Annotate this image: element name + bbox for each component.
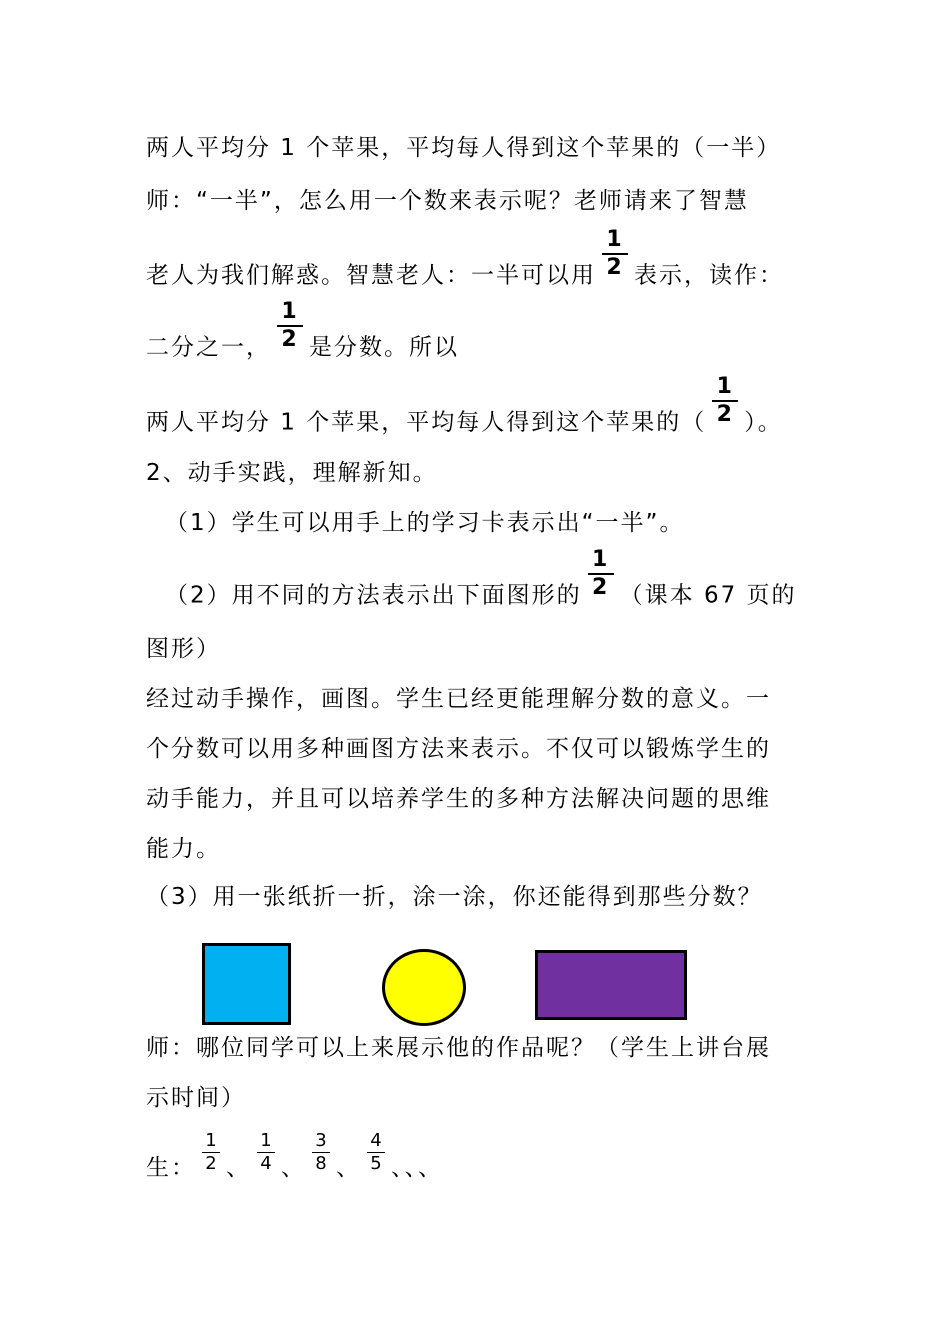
text-line-12: 动手能力，并且可以培养学生的多种方法解决问题的思维 [146, 786, 771, 812]
fraction-numerator: 1 [205, 1130, 217, 1151]
text-line-4 [146, 299, 459, 373]
trailing-separators: 、、、 [391, 1155, 443, 1181]
text-line-2: 师：“一半”，怎么用一个数来表示呢？老师请来了智慧 [146, 188, 749, 214]
student-label: 生： [146, 1155, 196, 1181]
fraction-denominator: 8 [315, 1153, 327, 1174]
fraction-numerator: 3 [315, 1130, 327, 1151]
text-segment: 二分之一， [146, 334, 271, 361]
fraction-denominator: 4 [260, 1153, 272, 1174]
text-line-7: （1）学生可以用手上的学习卡表示出“一半”。 [165, 510, 685, 536]
fraction-numerator: 1 [260, 1130, 272, 1151]
fraction-denominator: 5 [370, 1153, 382, 1174]
text-line-15: 师：哪位同学可以上来展示他的作品呢？（学生上讲台展 [146, 1035, 771, 1061]
fraction-numerator: 1 [606, 227, 624, 252]
fraction-one-half [712, 376, 738, 426]
purple-rectangle-shape [535, 950, 687, 1020]
fraction-denominator: 2 [281, 327, 299, 352]
text-line-3 [146, 227, 784, 301]
fraction-one-half [602, 229, 628, 279]
fraction-2 [257, 1132, 275, 1173]
fraction-denominator: 2 [205, 1153, 217, 1174]
fraction-denominator: 2 [716, 402, 734, 427]
text-segment: （2）用不同的方法表示出下面图形的 [165, 582, 582, 609]
separator: 、 [226, 1155, 251, 1181]
text-line-8 [165, 547, 797, 621]
yellow-circle-shape [382, 949, 466, 1026]
text-line-11: 个分数可以用多种画图方法来表示。不仅可以锻炼学生的 [146, 736, 771, 762]
text-line-10: 经过动手操作，画图。学生已经更能理解分数的意义。一 [146, 686, 771, 712]
text-line-14: （3）用一张纸折一折，涂一涂，你还能得到那些分数？ [146, 884, 763, 910]
fraction-one-half [588, 549, 614, 599]
text-line-5 [146, 374, 783, 448]
fraction-denominator: 2 [591, 575, 610, 600]
fraction-numerator: 4 [370, 1130, 382, 1151]
text-line-1: 两人平均分 1 个苹果，平均每人得到这个苹果的（一半） [146, 135, 782, 161]
fraction-numerator: 1 [716, 374, 734, 399]
blue-square-shape [202, 943, 291, 1025]
fraction-numerator: 1 [591, 547, 610, 572]
fraction-denominator: 2 [606, 255, 624, 280]
text-segment: 老人为我们解惑。智慧老人：一半可以用 [146, 262, 596, 289]
fraction-3 [312, 1132, 330, 1173]
fraction-1 [202, 1132, 220, 1173]
text-line-13: 能力。 [146, 836, 221, 862]
separator: 、 [281, 1155, 306, 1181]
fraction-numerator: 1 [281, 299, 299, 324]
text-segment: 两人平均分 1 个苹果，平均每人得到这个苹果的（ [146, 409, 707, 436]
text-line-9: 图形） [146, 636, 221, 662]
text-segment: ）。 [744, 409, 783, 436]
text-line-17 [146, 1130, 443, 1189]
fraction-4 [367, 1132, 385, 1173]
text-segment: 是分数。所以 [309, 334, 459, 361]
text-segment: 表示，读作： [634, 262, 784, 289]
text-segment: （课本 67 页的 [619, 582, 797, 609]
separator: 、 [336, 1155, 361, 1181]
text-line-16: 示时间） [146, 1085, 246, 1111]
section-heading: 2、动手实践，理解新知。 [146, 460, 438, 486]
fraction-one-half [277, 301, 303, 351]
